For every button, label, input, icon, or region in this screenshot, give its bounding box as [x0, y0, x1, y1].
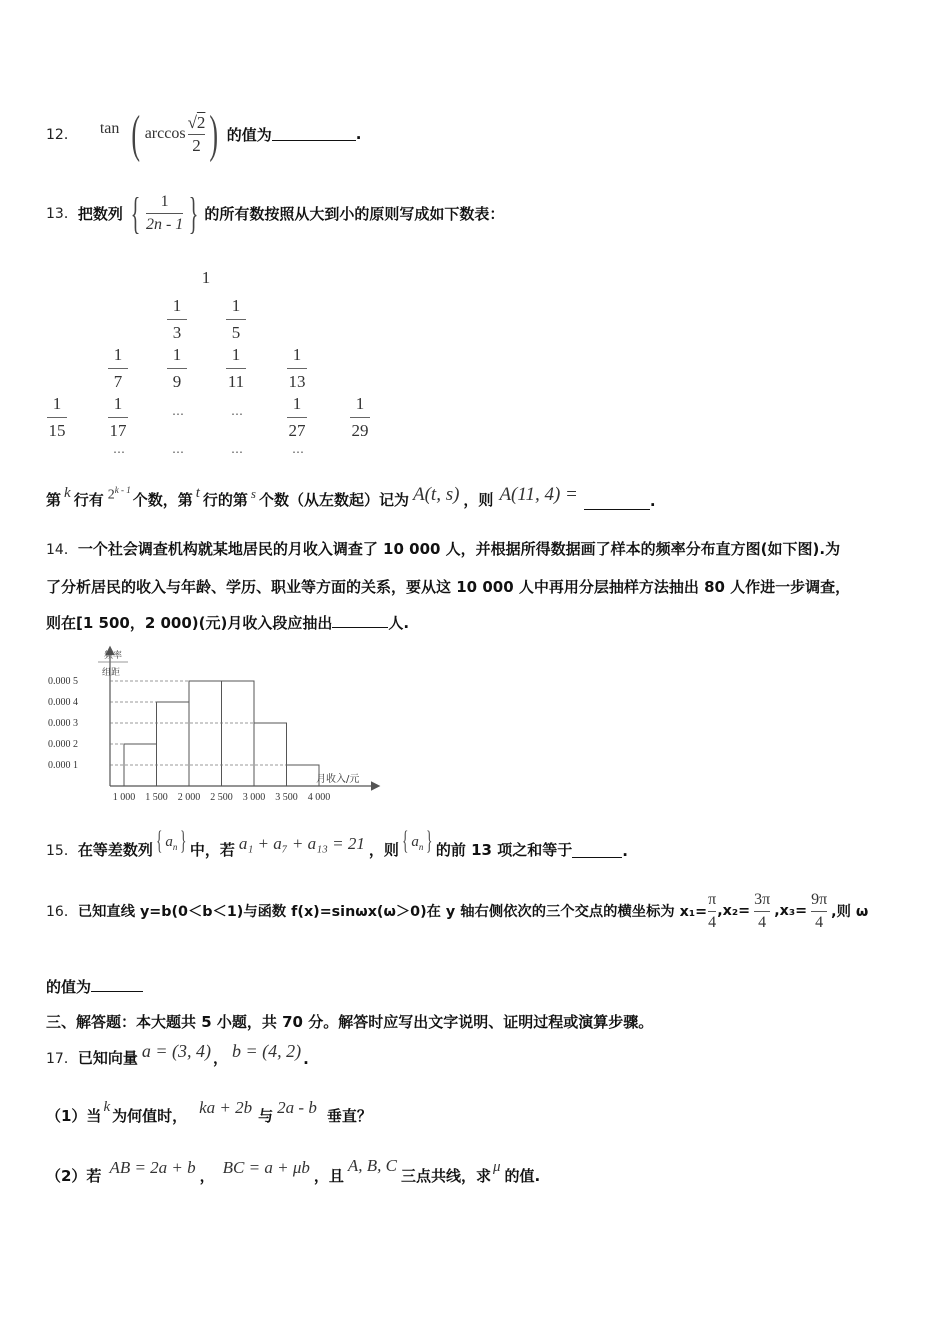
q14-line3	[46, 612, 409, 633]
q17-lead: 已知向量	[77, 1049, 138, 1067]
table-cell-1-27: 1 27	[288, 394, 306, 440]
q15-brace-right-2: }	[426, 826, 433, 855]
question-15	[46, 826, 628, 866]
question-12	[46, 106, 361, 162]
q12-sqrt2-over-2	[188, 114, 206, 155]
q15-an-1: $a_n$	[165, 834, 178, 852]
q13-text: 的所有数按照从大到小的原则写成如下数表：	[204, 204, 505, 223]
q16-line2-text: 的值为	[46, 978, 92, 996]
table-cell-1-13: 1 13	[288, 345, 306, 391]
q13-l2-t1: 第	[46, 491, 62, 509]
q15-brace-left: {	[155, 826, 163, 855]
q13-number: 13．	[46, 206, 78, 222]
q17-p2-abc: A, B, C	[347, 1156, 397, 1175]
q17-p1-k: k	[103, 1099, 111, 1115]
q14-line1	[46, 538, 840, 559]
q13-seq-numerator: 1	[160, 192, 169, 210]
q15-brace-right: }	[180, 826, 187, 855]
x-tick-label: 1 500	[145, 792, 168, 803]
q12-tan: tan	[99, 120, 120, 137]
q17-number: 17．	[46, 1051, 78, 1067]
q13-l2-end: .	[649, 492, 656, 510]
q16-frac-3: $\frac{9\pi}{4}$	[811, 890, 828, 931]
table-row1-value: 1	[201, 268, 211, 287]
q13-l2-t3: 个数，第	[132, 491, 193, 509]
table-cell-1-5: 1 5	[216, 296, 256, 343]
q17-p1-label: （1）当	[46, 1107, 102, 1125]
q13-power: 2$^{k - 1}$	[107, 485, 131, 503]
q15-end: .	[622, 842, 628, 860]
q16-x2: ,x₂=	[717, 903, 751, 919]
y-tick-label: 0.000 5	[48, 676, 78, 687]
x-tick-label: 1 000	[112, 792, 136, 803]
table-cell-1-15: 1 15	[48, 394, 66, 440]
q13-lead: 把数列	[77, 204, 123, 223]
q14-answer-blank	[332, 614, 388, 628]
q13-l2-t4: 行的第	[202, 491, 248, 509]
q15-t1: 在等差数列	[77, 841, 153, 859]
section-3-heading: 三、解答题：本大题共 5 小题，共 70 分。解答时应写出文字说明、证明过程或演算步骤。	[46, 1013, 654, 1031]
q12-end: .	[355, 125, 362, 143]
q13-l2-Ats: A(t, s)	[412, 484, 460, 505]
q13-l2-t: t	[195, 485, 200, 501]
q12-text: 的值为	[226, 125, 272, 144]
table-cell-1-11: 1 11	[227, 345, 245, 391]
y-tick-label: 0.000 1	[48, 760, 78, 771]
x-tick-label: 4 000	[307, 792, 331, 803]
question-16	[46, 886, 868, 936]
q14-line3a: 则在[1 500，2 000)(元)月收入段应抽出	[46, 614, 333, 632]
q12-denominator: 2	[192, 135, 201, 155]
table-ellipsis-row: …	[172, 442, 185, 456]
q12-answer-blank	[272, 127, 356, 141]
q17-p2-t1: ，且	[313, 1167, 344, 1185]
q12-right-paren: )	[209, 105, 219, 163]
q17-p1-t3: 垂直？	[326, 1107, 372, 1125]
table-ellipsis-row: …	[113, 442, 126, 456]
q14-line2: 了分析居民的收入与年龄、学历、职业等方面的关系，要从这 10 000 人中再用分层抽样方法抽出 80 人作进一步调查，	[46, 578, 851, 596]
table-cell-1-9: 1 9	[157, 345, 197, 392]
q13-line2	[46, 478, 656, 510]
question-13	[46, 186, 504, 240]
table-cell-1-17: 1 17	[109, 394, 127, 440]
q12-arccos: arccos	[144, 125, 186, 142]
q13-sequence-fraction	[146, 193, 183, 234]
q13-l2-t6: ，则	[463, 491, 494, 509]
q16-text: 已知直线 y=b(0＜b＜1)与函数 f(x)=sinωx(ω＞0)在 y 轴右侧依次的三个交点的横坐标为 x₁=	[77, 904, 708, 920]
y-axis-label-bottom: 组距	[102, 668, 121, 678]
q12-left-paren: (	[131, 105, 141, 163]
q13-left-brace: {	[130, 188, 141, 238]
y-axis-label-top: 频率	[104, 651, 123, 661]
y-tick-label: 0.000 2	[48, 739, 78, 750]
table-cell-1-29: 1 29	[351, 394, 369, 440]
q15-equation: a₁ + a₇ + a₁₃ = 21	[238, 834, 365, 853]
table-ellipsis: …	[231, 404, 244, 418]
q17-vector-a: a = (3, 4)	[141, 1041, 211, 1061]
histogram-bar	[222, 681, 255, 786]
y-tick-label: 0.000 3	[48, 718, 78, 729]
q17-p1-v1: ka + 2b	[199, 1098, 253, 1117]
q16-frac-1: $\frac{\pi}{4}$	[708, 890, 717, 931]
q13-right-brace: }	[189, 188, 199, 238]
q17-p2-ab: AB = 2a + b	[109, 1158, 196, 1177]
q16-tail: ,则 ω	[831, 904, 869, 920]
q17-p2-label: （2）若	[46, 1167, 102, 1185]
q17-p2-bc: BC = a + μb	[222, 1158, 310, 1177]
q15-t3: ，则	[368, 841, 399, 859]
q17-vector-b: b = (4, 2)	[232, 1041, 302, 1061]
q17-p2-t3: 的值.	[504, 1167, 541, 1185]
q16-x3: ,x₃=	[774, 903, 808, 919]
q13-l2-A114: A(11, 4) =	[499, 484, 578, 505]
q15-answer-blank	[572, 844, 622, 858]
y-tick-label: 0.000 4	[48, 697, 78, 708]
x-tick-label: 2 000	[177, 792, 201, 803]
q17-part1	[46, 1094, 372, 1126]
q15-an-2: $a_n$	[411, 834, 424, 852]
q14-line3b: 人.	[388, 614, 410, 632]
q13-l2-t2: 行有	[73, 491, 104, 509]
histogram-bar	[157, 702, 190, 786]
x-tick-label: 3 000	[242, 792, 266, 803]
table-cell-1-3: 1 3	[157, 296, 197, 343]
q15-number: 15．	[46, 843, 78, 859]
x-axis-label: 月收入/元	[316, 774, 360, 785]
q13-l2-k: k	[64, 485, 71, 501]
q17-end: .	[303, 1050, 309, 1068]
q15-t4: 的前 13 项之和等于	[435, 841, 573, 859]
histogram-bar	[254, 723, 287, 786]
q17-p1-t1: 为何值时，	[112, 1107, 188, 1125]
q14-line1-text: 一个社会调查机构就某地居民的月收入调查了 10 000 人，并根据所得数据画了样本的频率分布直方图(如下图).为	[77, 540, 841, 558]
table-ellipsis: …	[172, 404, 185, 418]
q16-number: 16．	[46, 904, 78, 920]
question-17	[46, 1036, 309, 1068]
q17-part2	[46, 1154, 540, 1186]
q17-p2-mu: μ	[493, 1159, 501, 1175]
q17-p2-t2: 三点共线，求	[401, 1167, 492, 1185]
q16-answer-blank	[91, 978, 143, 992]
q17-p2-comma: ，	[199, 1167, 215, 1185]
q13-l2-s: s	[250, 486, 256, 501]
frequency-histogram	[44, 644, 384, 814]
q13-l2-t5: 个数（从左数起）记为	[258, 491, 409, 509]
histogram-bar	[189, 681, 222, 786]
q13-answer-blank	[584, 496, 650, 510]
table-ellipsis-row: …	[292, 442, 305, 456]
sqrt-icon: √	[187, 112, 197, 132]
q17-p1-t2: 与	[258, 1107, 274, 1125]
histogram-bar	[287, 765, 320, 786]
q14-number: 14．	[46, 542, 78, 558]
q17-p1-v2: 2a - b	[277, 1098, 317, 1117]
table-ellipsis-row: …	[231, 442, 244, 456]
q16-frac-2: $\frac{3\pi}{4}$	[754, 890, 771, 931]
q12-radicand: 2	[196, 112, 206, 132]
q15-t2: 中，若	[189, 841, 235, 859]
q16-line2	[46, 976, 143, 997]
q13-seq-denominator: 2n - 1	[145, 215, 184, 233]
q12-number: 12．	[46, 127, 78, 143]
q15-brace-left-2: {	[402, 826, 409, 855]
x-tick-label: 2 500	[210, 792, 233, 803]
q17-comma: ，	[212, 1049, 228, 1067]
table-cell-1-7: 1 7	[98, 345, 138, 392]
x-tick-label: 3 500	[275, 792, 298, 803]
